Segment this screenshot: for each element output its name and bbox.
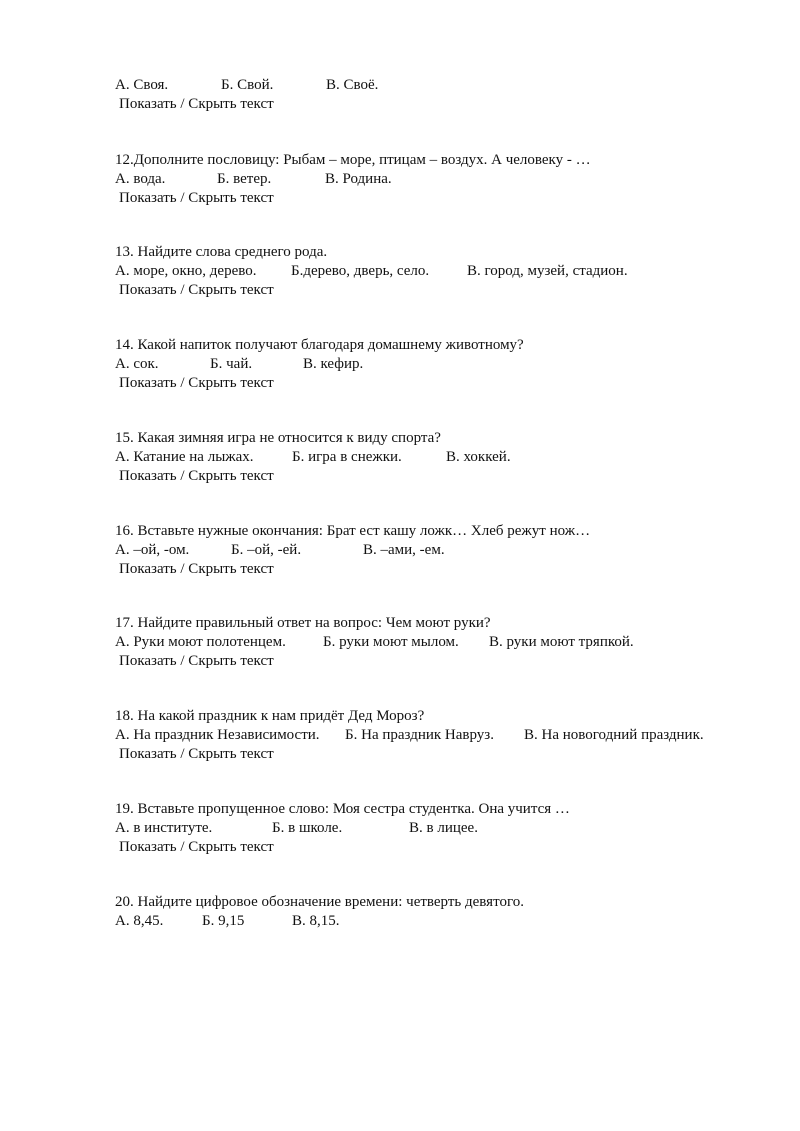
answer-options [115, 262, 775, 281]
option-b: Б. Свой. [221, 77, 274, 93]
answer-options [115, 448, 775, 467]
show-hide-text-link[interactable]: Показать / Скрыть текст [119, 96, 274, 112]
option-c: В. На новогодний праздник. [524, 727, 704, 743]
question-text: 13. Найдите слова среднего рода. [115, 244, 328, 260]
option-c: В. 8,15. [292, 913, 340, 929]
option-b: Б. 9,15 [202, 913, 245, 929]
option-a: А. –ой, -ом. [115, 542, 190, 558]
question-text: 20. Найдите цифровое обозначение времени: четверть девятого. [115, 894, 524, 910]
answer-options [115, 76, 775, 95]
show-hide-text-link[interactable]: Показать / Скрыть текст [119, 839, 274, 855]
option-c: В. Родина. [325, 171, 392, 187]
answer-options [115, 912, 775, 931]
option-c: В. руки моют тряпкой. [489, 634, 634, 650]
show-hide-text-link[interactable]: Показать / Скрыть текст [119, 375, 274, 391]
question-text: 19. Вставьте пропущенное слово: Моя сестра студентка. Она учится … [115, 801, 570, 817]
question-12 [115, 151, 775, 208]
option-a: А. в институте. [115, 820, 213, 836]
option-a: А. Своя. [115, 77, 169, 93]
show-hide-text-link[interactable]: Показать / Скрыть текст [119, 190, 274, 206]
option-b: Б. чай. [210, 356, 253, 372]
question-text: 17. Найдите правильный ответ на вопрос: Чем моют руки? [115, 615, 491, 631]
answer-options [115, 633, 775, 652]
option-b: Б. ветер. [217, 171, 272, 187]
question-18 [115, 707, 775, 764]
question-19 [115, 800, 775, 857]
question-text: 15. Какая зимняя игра не относится к виду спорта? [115, 430, 441, 446]
answer-options [115, 355, 775, 374]
option-b: Б. На праздник Навруз. [345, 727, 494, 743]
option-a: А. море, окно, дерево. [115, 263, 257, 279]
show-hide-text-link[interactable]: Показать / Скрыть текст [119, 468, 274, 484]
question-17 [115, 614, 775, 671]
option-c: В. Своё. [326, 77, 379, 93]
option-b: Б. –ой, -ей. [231, 542, 302, 558]
answer-options [115, 541, 775, 560]
answer-options [115, 726, 775, 745]
option-b: Б. в школе. [272, 820, 343, 836]
option-a: А. Руки моют полотенцем. [115, 634, 286, 650]
show-hide-text-link[interactable]: Показать / Скрыть текст [119, 561, 274, 577]
show-hide-text-link[interactable]: Показать / Скрыть текст [119, 653, 274, 669]
option-b: Б. игра в снежки. [292, 449, 402, 465]
option-c: В. кефир. [303, 356, 364, 372]
question-text: 16. Вставьте нужные окончания: Брат ест кашу ложк… Хлеб режут нож… [115, 523, 591, 539]
question-15 [115, 429, 775, 486]
option-c: В. город, музей, стадион. [467, 263, 628, 279]
question-text: 12.Дополните пословицу: Рыбам – море, птицам – воздух. А человеку - … [115, 152, 591, 168]
option-a: А. сок. [115, 356, 159, 372]
option-a: А. На праздник Независимости. [115, 727, 320, 743]
question-14 [115, 336, 775, 393]
option-c: В. хоккей. [446, 449, 511, 465]
option-a: А. вода. [115, 171, 166, 187]
question-text: 14. Какой напиток получают благодаря домашнему животному? [115, 337, 524, 353]
option-a: А. 8,45. [115, 913, 164, 929]
option-c: В. –ами, -ем. [363, 542, 445, 558]
option-b: Б. руки моют мылом. [323, 634, 459, 650]
option-b: Б.дерево, дверь, село. [291, 263, 430, 279]
answer-options [115, 170, 775, 189]
question-text: 18. На какой праздник к нам придёт Дед Мороз? [115, 708, 425, 724]
answer-options [115, 819, 775, 838]
option-c: В. в лицее. [409, 820, 478, 836]
question-11 [115, 76, 775, 114]
show-hide-text-link[interactable]: Показать / Скрыть текст [119, 746, 274, 762]
show-hide-text-link[interactable]: Показать / Скрыть текст [119, 282, 274, 298]
question-16 [115, 522, 775, 579]
option-a: А. Катание на лыжах. [115, 449, 254, 465]
question-20 [115, 893, 775, 931]
question-13 [115, 243, 775, 300]
